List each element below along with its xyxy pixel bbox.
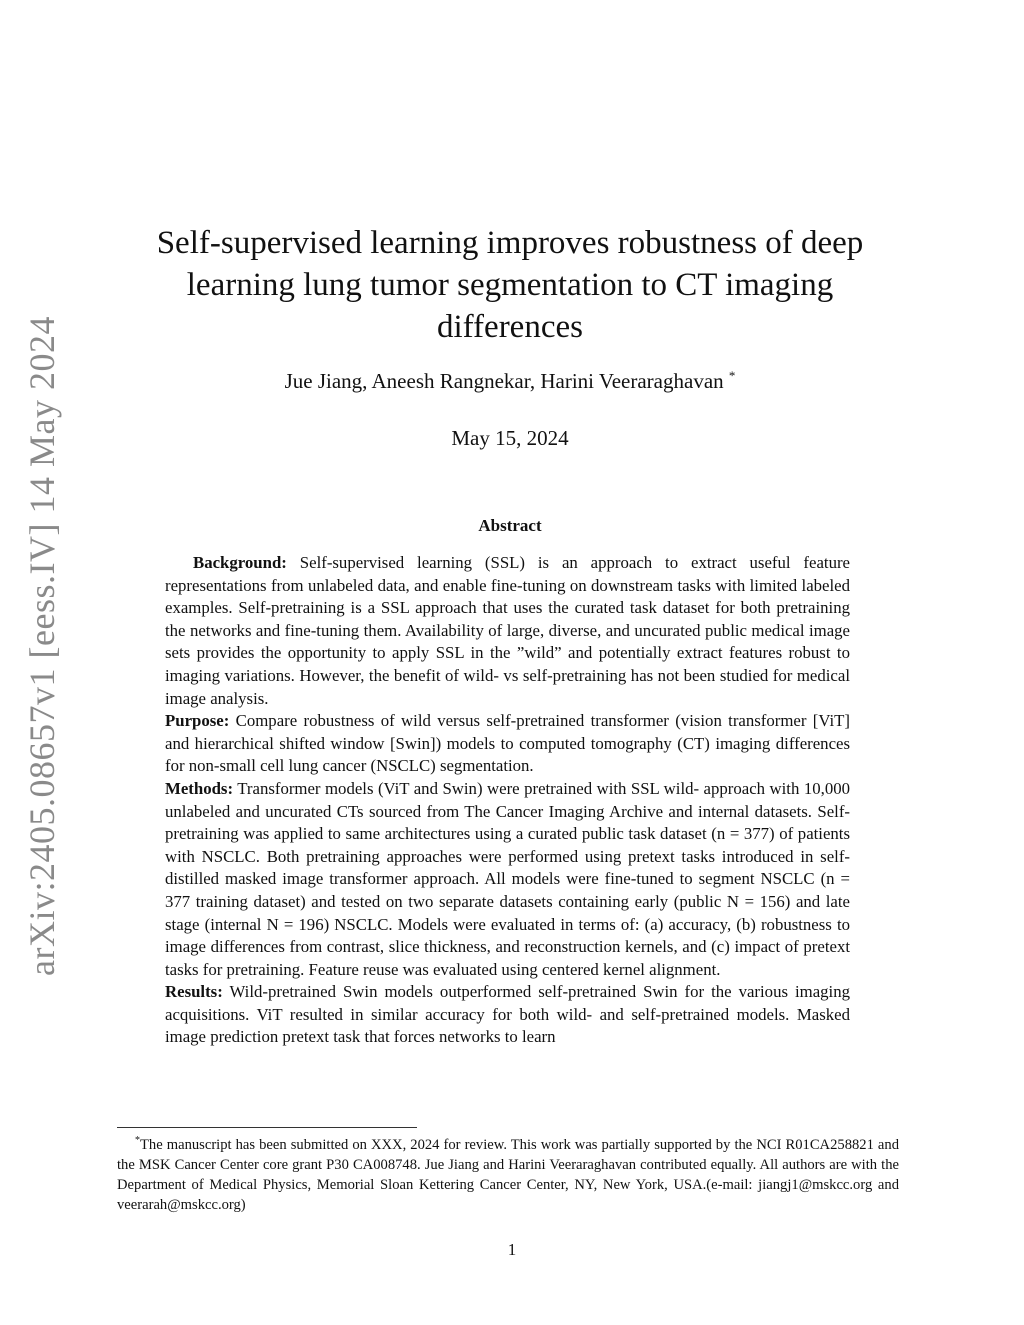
purpose-text: Compare robustness of wild versus self-pretrained transformer (vision transformer [ViT] and hierarchical shifted window [Swin]) models to computed tomography (CT) imaging differences for non-small cell lung cancer (NSCLC) segmentation. [165,711,850,776]
footnote-divider [117,1127,417,1128]
abstract-results [165,981,850,1049]
abstract-methods [165,778,850,981]
background-text: Self-supervised learning (SSL) is an approach to extract useful feature representations from unlabeled data, and enable fine-tuning on downstream tasks with limited labeled examples. Self-pretraining is a SSL approach that uses the curated task dataset for both pretraining the networks and fine-tuning them. Availability of large, diverse, and uncurated public medical image sets provides the opportunity to apply SSL in the ”wild” and potentially extract features robust to imaging variations. However, the benefit of wild- vs self-pretraining has not been studied for medical image analysis. [165,553,850,708]
paper-title: Self-supervised learning improves robustness of deep learning lung tumor segmentation to CT imaging differences [156,225,864,346]
author-list [120,368,900,394]
background-label: Background: [193,553,287,572]
methods-label: Methods: [165,778,234,798]
arxiv-identifier-text: arXiv:2405.08657v1 [eess.IV] 14 May 2024 [22,316,62,976]
abstract-heading: Abstract [478,516,542,535]
footnote [117,1131,899,1215]
publication-date: May 15, 2024 [451,426,569,450]
purpose-label: Purpose: [165,711,230,731]
arxiv-identifier-stamp [12,316,72,976]
author-names: Jue Jiang, Aneesh Rangnekar, Harini Veeraraghavan [284,369,724,393]
methods-text: Transformer models (ViT and Swin) were pretrained with SSL wild- approach with 10,000 unlabeled and uncurated CTs sourced from The Cancer Imaging Archive and internal datasets. Self-pretraining was applied to same architectures using a curated public task dataset (n = 377) of patients with NSCLC. Both pretraining approaches were performed using pretext tasks introduced in self-distilled masked image transformer approach. All models were fine-tuned to segment NSCLC (n = 377 training dataset) and tested on two separate datasets containing early (public N = 156) and late stage (internal N = 196) NSCLC. Models were evaluated in terms of: (a) accuracy, (b) robustness to image differences from contrast, slice thickness, and reconstruction kernels, and (c) impact of pretext tasks for pretraining. Feature reuse was evaluated using centered kernel alignment. [165,778,850,979]
abstract-purpose [165,710,850,778]
results-text: Wild-pretrained Swin models outperformed self-pretrained Swin for the various imaging acquisitions. ViT resulted in similar accuracy for both wild- and self-pretrained models. Masked image prediction pretext task that forces networks to learn [165,982,850,1047]
results-label: Results: [165,982,223,1002]
page-number: 1 [507,1240,517,1259]
author-footnote-mark: * [728,368,736,383]
abstract-body [165,552,850,1049]
footnote-mark: * [135,1135,140,1146]
footnote-paragraph [117,1131,899,1215]
abstract-background [165,552,850,710]
footnote-text: The manuscript has been submitted on XXX, 2024 for review. This work was partially supported by the NCI R01CA258821 and the MSK Cancer Center core grant P30 CA008748. Jue Jiang and Harini Veeraraghavan contributed equally. All authors are with the Department of Medical Physics, Memorial Sloan Kettering Cancer Center, NY, New York, USA.(e-mail: jiangj1@mskcc.org and veerarah@mskcc.org) [117,1136,899,1213]
